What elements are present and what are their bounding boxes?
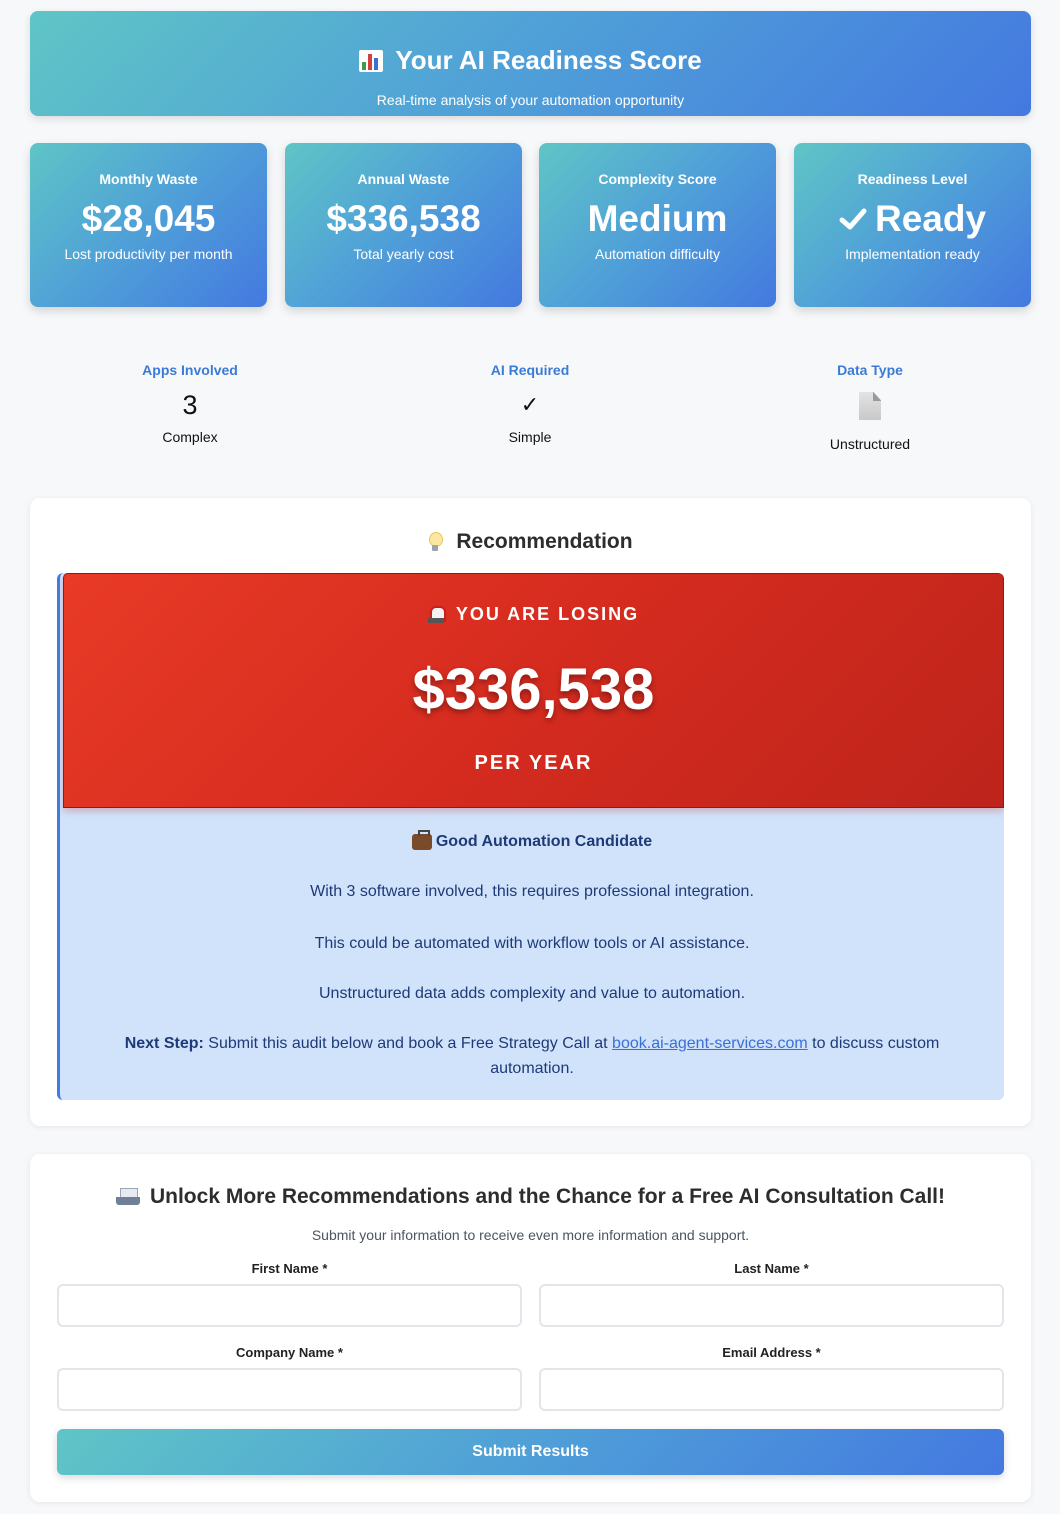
email-input[interactable] — [539, 1368, 1004, 1411]
first-name-label: First Name * — [251, 1261, 328, 1276]
metric-label: Readiness Level — [857, 171, 968, 187]
metric-value — [30, 197, 267, 241]
losing-period: PER YEAR — [474, 752, 593, 774]
recommendation-line: This could be automated with workflow tools or AI assistance. — [314, 935, 750, 952]
page-title: Your AI Readiness Score — [395, 45, 702, 75]
metric-value — [539, 197, 776, 241]
metric-card-annual-waste — [285, 143, 522, 307]
stat-ai-required — [410, 362, 650, 445]
last-name-label: Last Name * — [734, 1261, 809, 1276]
next-step-text: Submit this audit below and book a Free Strategy Call at — [203, 1035, 613, 1052]
recommendation-panel — [30, 498, 1031, 1126]
metric-desc: Lost productivity per month — [64, 246, 233, 262]
checkmark-icon — [839, 207, 867, 231]
metric-value-text: Ready — [874, 198, 987, 239]
form-title-row — [30, 1185, 1031, 1209]
metric-label: Annual Waste — [357, 171, 450, 187]
losing-label-row — [64, 604, 1003, 625]
form-title: Unlock More Recommendations and the Chance for a Free AI Consultation Call! — [149, 1185, 945, 1208]
metric-value — [285, 197, 522, 241]
stat-label: Data Type — [837, 362, 903, 378]
metric-value-text: $28,045 — [81, 198, 216, 239]
recommendation-title-row — [30, 530, 1031, 554]
metric-card-monthly-waste — [30, 143, 267, 307]
header-title-row — [30, 45, 1031, 76]
metric-value-text: $336,538 — [326, 198, 481, 239]
stat-desc: Unstructured — [829, 436, 911, 452]
stat-desc: Complex — [162, 429, 218, 445]
form-subtitle: Submit your information to receive even more information and support. — [311, 1227, 750, 1243]
losing-alert — [63, 573, 1004, 808]
next-step — [100, 1031, 964, 1081]
metric-value-text: Medium — [587, 198, 728, 239]
stat-label: AI Required — [490, 362, 570, 378]
stat-desc: Simple — [508, 429, 552, 445]
company-name-input[interactable] — [57, 1368, 522, 1411]
metric-desc: Automation difficulty — [594, 246, 721, 262]
submit-results-button[interactable]: Submit Results — [57, 1429, 1004, 1475]
recommendation-title: Recommendation — [456, 530, 633, 553]
lightbulb-icon — [428, 532, 442, 552]
first-name-input[interactable] — [57, 1284, 522, 1327]
stat-value: 3 — [182, 390, 198, 420]
stat-data-type — [750, 362, 990, 452]
stat-value: ✓ — [520, 392, 540, 417]
metric-card-readiness-level — [794, 143, 1031, 307]
metric-desc: Total yearly cost — [353, 246, 454, 262]
siren-icon — [428, 606, 444, 624]
stat-apps-involved — [70, 362, 310, 445]
stat-label: Apps Involved — [142, 362, 238, 378]
page-subtitle: Real-time analysis of your automation opportunity — [376, 92, 685, 108]
next-step-text: to discuss custom automation. — [490, 1035, 940, 1077]
briefcase-icon — [412, 834, 432, 850]
recommendation-box — [57, 573, 1004, 1100]
metric-label: Monthly Waste — [99, 171, 198, 187]
metric-card-complexity-score — [539, 143, 776, 307]
metric-value — [794, 197, 1031, 241]
losing-amount: $336,538 — [412, 657, 655, 722]
metric-desc: Implementation ready — [845, 246, 980, 262]
booking-link[interactable]: book.ai-agent-services.com — [612, 1035, 808, 1052]
document-icon — [859, 392, 881, 420]
company-name-label: Company Name * — [236, 1345, 343, 1360]
next-step-label: Next Step: — [124, 1035, 204, 1052]
score-header — [30, 11, 1031, 116]
recommendation-line: With 3 software involved, this requires professional integration. — [310, 883, 754, 900]
stat-icon-wrap — [750, 392, 990, 420]
last-name-input[interactable] — [539, 1284, 1004, 1327]
email-label: Email Address * — [722, 1345, 821, 1360]
losing-label: YOU ARE LOSING — [455, 604, 640, 624]
inbox-tray-icon — [116, 1188, 140, 1206]
lead-form-panel — [30, 1154, 1031, 1502]
candidate-title-row — [60, 833, 1004, 851]
candidate-title: Good Automation Candidate — [435, 833, 653, 850]
bar-chart-icon — [359, 50, 383, 72]
recommendation-line: Unstructured data adds complexity and value to automation. — [318, 985, 746, 1002]
metric-label: Complexity Score — [598, 171, 717, 187]
